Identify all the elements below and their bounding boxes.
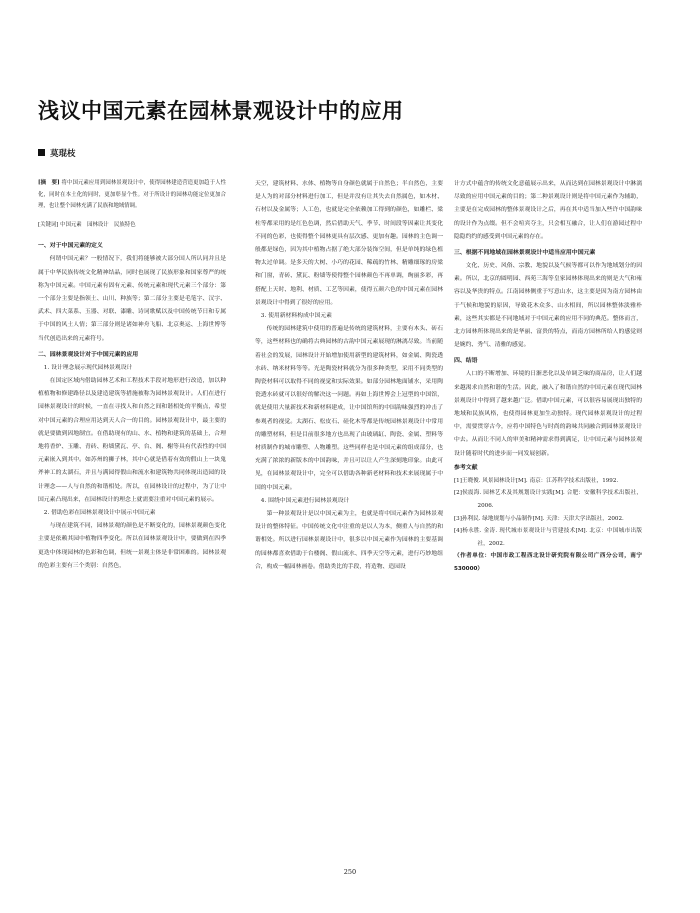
section-heading: 四、结语: [454, 358, 478, 365]
subsection-heading: 2. 借助色彩在园林景观设计中展示中国元素: [43, 510, 156, 517]
abstract-text: 将中国元素应用到园林景观设计中，使得园林建造营造更加趋于人性化，同时在本土化的同时，更加彰显个性。对于所设计的园林功能定位更加合理，也让整个园林充满了民族和地域情调。: [38, 180, 226, 210]
column-1-body: [38, 239, 226, 573]
column-2: [255, 178, 443, 574]
section-heading: 三、根据不同地域在园林景观设计中适当应用中国元素: [454, 250, 596, 257]
keywords: [38, 220, 226, 232]
reference-item: [4]杨永胜. 金涛. 现代城市景观设计与营建技术[M]. 北京：中国城市出版社，2002.: [454, 528, 642, 547]
subsection-heading: 3. 使用新材料构成中国元素: [260, 313, 332, 320]
square-bullet-icon: [38, 149, 45, 156]
paragraph: 第一种景观设计是以中国元素为主，也就是将中国元素作为园林景观设计的整体特征。中国传统文化中注重的是以人为本，侧重人与自然的和谐相处。所以进行园林景观设计中，很多以中国元素作为园林的主要基调的园林都喜欢借助于台楼阁、假山流水、四季天空等元素，进行巧妙地组合，构成一幅园林画卷。借助类比的手段，将造物、造园设: [255, 511, 443, 570]
column-2-body: [255, 178, 443, 574]
paragraph: 人口的不断增加、环境的日渐恶化以及单调乏味的商品房，让人们越来越渴求自然和谐的生活。因此，融入了和谐自然的中国元素在现代园林景观设计中得到了越来越广泛。借助中国元素，可以很容易展现出独特的地域和民族风格，也使得园林更加生动独特。现代园林景观设计的过程中，需要贯穿古今，应将中国特色与时尚的韵味共同融合到园林景观设计中去。从而让不同人的审美和精神需求得到满足，让中国元素与园林景观设计随着时代的进步而一同发展创新。: [454, 371, 642, 457]
reference-item: [2]侯震海. 园林艺术及其规划设计实践[M]. 合肥：安徽科学技术出版社，2006.: [454, 490, 642, 510]
abstract: [38, 178, 226, 213]
paragraph: 文化、历史、风俗、宗教、地貌以及气候等都可以作为地域划分的因素。所以，北京的圆明园、西苑三海等皇家园林体现出来的则是大气和雍容以及华贵的特点。江南园林侧重于写意山水，这主要是因为南方园林由于气候和地貌的原因，导致花木众多、山水相间，所以园林整体淡雅朴素，这些其实都是不同地域对于中国元素的应用不同的典范。整体而言，北方园林所体现出来的是华丽、富贵的特点，而南方园林所给人的感觉则是婉约、秀气、清雅的感觉。: [454, 263, 642, 349]
column-3: [454, 178, 648, 576]
references-heading: 参考文献: [454, 464, 478, 471]
subsection-heading: 4. 围绕中国元素进行园林景观设计: [260, 497, 350, 504]
page-number: 250: [343, 868, 357, 876]
paragraph: 与现在建筑不同，园林景观的颜色是不断变化的，园林景观颜色变化主要是依赖其园中植物四季变化。所以在园林景观设计中，要做到在四季更迭中体现园林的色彩和色调，但统一景观主体是非常困难的。园林景观的色彩主要有三个类别：自然色，: [38, 523, 226, 569]
subsection-heading: 1. 设计理念展示现代园林景观设计: [43, 364, 133, 371]
paragraph: 传统的园林建筑中使用的普遍是传统的建筑材料，主要有木头、砖石等，这些材料也的确将古典园林的古韵中国元素展现的淋漓尽致。当前随着社会的发展，园林设计开始增加使用新型的建筑材料，如金属、陶瓷透水砖、纳米材料等等。光是陶瓷材料就分为很多种类型，采用不同类型的陶瓷材料可以取得不同的视觉和实际效果。如部分园林地面铺水，采用陶瓷透水砖就可以很好的解决这一问题。再如上海世博会上冠型的中国馆，就是使用大量新技术和新材料建成，让中国馆所的中国韵味强烈的冲击了参观者的视觉。太湖石、松皮石、硅化木等都是传统园林景观设计中常用的雕塑材料，但是目前很多地方也出现了由玻璃缸、陶瓷、金属、塑料等材质制作的城市雕塑、人物雕塑。这些同样也是中国元素的组成部分，也充满了浓浓的新版本的中国韵味，并且可以让人产生深刻地印象。由此可见，在园林景观设计中，完全可以借助各种新老材料和技术来展现属于中国的中国元素。: [255, 326, 443, 491]
paragraph: 何谓中国元素？一般情况下，我们将能够被大部分国人所认同并且是属于中华民族传统文化精神结晶，同时也展现了民族形象和国家尊严的统称为中国元素。中国元素有固有元素、传统元素和现代元素三个部分：第一个部分主要是指领土、山川、种族等；第二部分主要是毛笔字、汉字、武术、四大菜系、玉器、对联、漆雕、诗词歌赋以及中国传统节日和专属于中国的风土人情；第三部分则是诸如神舟飞船、北京奥运、上海世博等当代创造出来的元素符号。: [38, 256, 226, 342]
keywords-label: [关键词]: [38, 221, 59, 228]
column-3-body: [454, 178, 648, 576]
article-title: 浅议中国元素在园林景观设计中的应用: [38, 99, 404, 123]
abstract-label: [摘 要]: [38, 180, 60, 186]
author-line: [38, 147, 76, 159]
section-heading: 一、对于中国元素的定义: [38, 243, 103, 250]
keywords-text: 中国元素 园林设计 民族特色: [60, 221, 136, 228]
section-heading: 二、园林景观设计对于中国元素的应用: [38, 351, 139, 358]
reference-item: [1]王晓俊. 风景园林设计[M]. 南京：江苏科学技术出版社，1992.: [454, 477, 619, 484]
author-name: 莫琨枝: [50, 149, 76, 159]
paragraph-continued: 天空，建筑材料、水体、植物等自身颜色就属于自然色；半自然色，主要是人为的对部分材料进行加工，但是并没有让其失去自然属色，如木材、石材以及金属等；人工色，也就是完全依赖加工得到的颜色，如雕栏、梁柱等都采用的是红色色调，然后借助天气、季节、时间段等因素让其变化不同的色彩，也使得整个园林更具有层次感、更加有趣。园林的主色调一般都是绿色，因为其中植物占据了绝大部分装饰空间，但是单纯的绿色植物太过单调。是多天的大树、小巧的花园、稀疏的竹林、精雕细琢的房梁和门窗，青砖、黛瓦、粉墙等使得整个园林颜色不再单调，绚丽多彩，再搭配上天时、地利、材质、工艺等因素，使得五颜六色的中国元素在园林景观设计中得到了很好的应用。: [255, 181, 443, 306]
paragraph: 在国定区域内借助园林艺术和工程技术手段对地形进行改造，加以种植植物和修建路径以及建造建筑等措施被称为园林景观设计。人们在进行园林景观设计的时候，一直在寻找人和自然之间和谐相处的平衡点，希望对中国元素的合理应用达到天人合一的目的。园林景观设计中，最主要的就是要做到因地制宜。在借助现有的山、水、植物和建筑的基础上，合理地将香炉、玉雕、青砖、粉墙黛瓦、亭、台、阁、榭等具有代表性的中国元素嵌入到其中。如苏州的狮子林，其中心就是借着有效的假山上一块鬼斧神工的太湖石，并且与满园得假山和流水和建筑物共同体现出造园的设计理念——人与自然的和谐相处。所以，在园林设计的过程中，为了让中国元素凸现出来，在园林设计的理念上就需要注重对中国元素的展示。: [38, 378, 226, 503]
reference-item: [3]孙利民. 绿地规划与小品制作[M]. 天津：天津大学出版社，2002.: [454, 515, 624, 522]
paragraph-continued: 计方式中蕴含的传统文化意蕴展示出来，从而达到在园林景观设计中淋漓尽致的应用中国元素的目的；第二种景观设计则是将中国元素作为辅助，主要是在完成园林的整体景观设计之后，再在其中适当加入些许中国韵味的设计作为点缀。但不会喧宾夺主，只会相互融合，让人们在游园过程中隐隐约约的感受到中国元素的存在。: [454, 181, 642, 240]
column-1: [38, 178, 226, 573]
author-affiliation: （作者单位：中国市政工程西北设计研究院有限公司广西分公司，南宁 530000）: [454, 553, 648, 573]
